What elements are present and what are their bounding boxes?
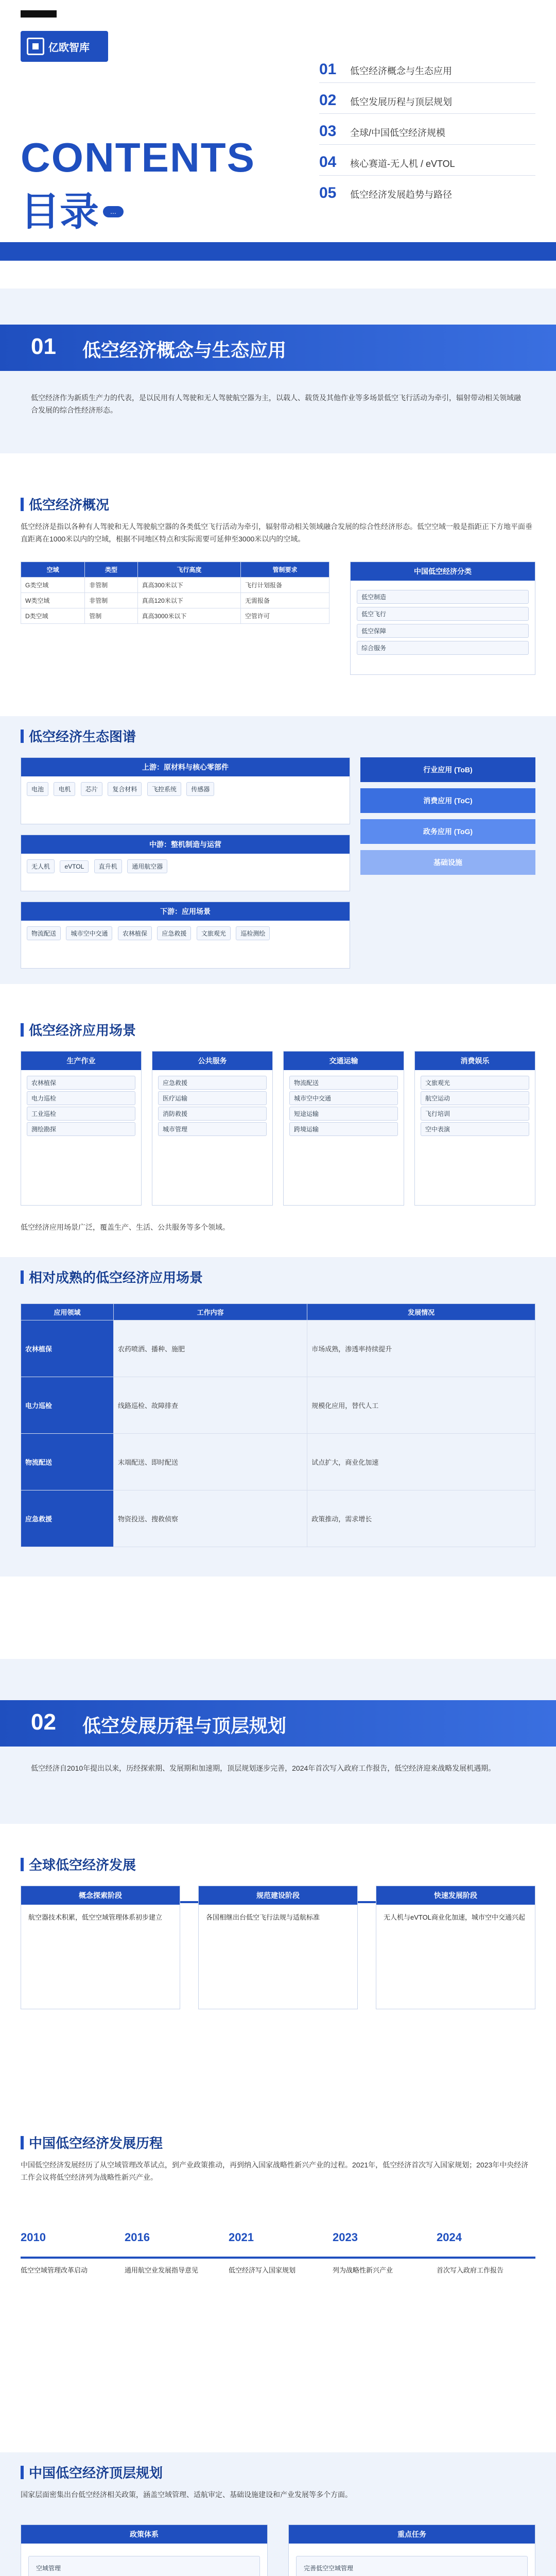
china-dev-text: 中国低空经济发展经历了从空域管理改革试点，到产业政策推动，再到纳入国家战略性新兴产业的过程。2021年，低空经济首次写入国家规划；2023年中央经济工作会议将低空经济列为战略性新兴产业。 — [21, 2161, 529, 2181]
side-item: 综合服务 — [357, 641, 529, 655]
toc-item-2[interactable]: 02 低空发展历程与顶层规划 — [319, 92, 452, 109]
contents-title: CONTENTS — [21, 134, 255, 180]
airspace-table — [21, 562, 329, 624]
section-02-title: 低空发展历程与顶层规划 — [82, 1715, 287, 1736]
planning-right-card: 重点任务 完善低空空域管理 — [288, 2524, 535, 2576]
section-02-number: 02 — [31, 1709, 56, 1735]
section-01-intro: 低空经济作为新质生产力的代表，是以民用有人驾驶和无人驾驶航空器为主，以载人、载货及其他作业等多场景低空飞行活动为牵引，辐射带动相关领域融合发展的综合性经济形态。 — [31, 394, 521, 414]
side-card-title: 中国低空经济分类 — [351, 562, 535, 581]
milestone: 2021 低空经济写入国家规划 — [229, 2231, 296, 2274]
scene-column: 公共服务 应急救援 医疗运输 消防救援 城市管理 — [152, 1051, 273, 1206]
table-row: D类空域 管制 真高3000米以下 空管许可 — [21, 608, 329, 624]
ecology-downstream: 下游：应用场景 物流配送 城市空中交通 农林植保 应急救援 文旅观光 巡检测绘 — [21, 902, 350, 969]
top-mark — [21, 10, 57, 18]
table-header: 飞行高度 — [137, 562, 240, 578]
ecology-upstream: 上游：原材料与核心零部件 电池 电机 芯片 复合材料 飞控系统 传感器 — [21, 757, 350, 824]
planning-text: 国家层面密集出台低空经济相关政策，涵盖空域管理、适航审定、基础设施建设和产业发展等多个方面。 — [21, 2490, 352, 2499]
global-phase: 概念探索阶段 航空器技术积累，低空空域管理体系初步建立 — [21, 1886, 180, 2009]
ecology-heading: 低空经济生态图谱 — [21, 726, 136, 745]
global-phase: 规范建设阶段 各国相继出台低空飞行法规与适航标准 — [198, 1886, 358, 2009]
mature-heading: 相对成熟的低空经济应用场景 — [21, 1267, 203, 1286]
milestone: 2010 低空空域管理改革启动 — [21, 2231, 88, 2274]
toc-item-3[interactable]: 03 全球/中国低空经济规模 — [319, 123, 445, 140]
scene-column: 消费娱乐 文旅观光 航空运动 飞行培训 空中表演 — [414, 1051, 535, 1206]
side-item: 低空保障 — [357, 624, 529, 638]
side-item: 低空飞行 — [357, 607, 529, 621]
global-phase: 快速发展阶段 无人机与eVTOL商业化加速，城市空中交通兴起 — [376, 1886, 535, 2009]
table-row: 物流配送 末端配送、即时配送 试点扩大，商业化加速 — [21, 1434, 535, 1490]
scene-column: 交通运输 物流配送 城市空中交通 短途运输 跨境运输 — [283, 1051, 404, 1206]
contents-cn: 目录 — [21, 190, 99, 234]
brand-logo — [21, 31, 108, 62]
toc-divider — [319, 175, 535, 176]
table-row: 农林植保 农药喷洒、播种、施肥 市场成熟，渗透率持续提升 — [21, 1320, 535, 1377]
table-row: W类空域 非管制 真高120米以下 无需报备 — [21, 593, 329, 608]
toc-divider — [319, 144, 535, 145]
scenes-heading: 低空经济应用场景 — [21, 1020, 136, 1039]
scenes-footer: 低空经济应用场景广泛，覆盖生产、生活、公共服务等多个领域。 — [21, 1223, 230, 1231]
table-row: 应急救援 物资投送、搜救侦察 政策推动，需求增长 — [21, 1490, 535, 1547]
ecology-midstream: 中游：整机制造与运营 无人机 eVTOL 直升机 通用航空器 — [21, 835, 350, 891]
table-header: 空域 — [21, 562, 85, 578]
china-dev-heading: 中国低空经济发展历程 — [21, 2133, 163, 2152]
table-header: 类型 — [85, 562, 137, 578]
overview-heading: 低空经济概况 — [21, 495, 109, 514]
toc-item-5[interactable]: 05 低空经济发展趋势与路径 — [319, 184, 452, 201]
milestone: 2024 首次写入政府工作报告 — [437, 2231, 504, 2274]
cover-divider-band — [0, 242, 556, 261]
toc-item-4[interactable]: 04 核心赛道-无人机 / eVTOL — [319, 154, 455, 171]
section-01-band — [0, 289, 556, 453]
brand-name: 亿欧智库 — [48, 42, 90, 54]
planning-heading: 中国低空经济顶层规划 — [21, 2463, 163, 2482]
mature-table: 应用领域 工作内容 发展情况 农林植保 农药喷洒、播种、施肥 市场成熟，渗透率持续提升 电力巡检 线路巡检、故障排查 规模化应用，替代人工 物流配送 末端配送、即时配送 试点扩大，商业化加速 应急救援 物资投送、搜救侦察 政策推动，需求增长 — [21, 1303, 535, 1547]
milestone: 2023 列为战略性新兴产业 — [333, 2231, 393, 2274]
section-01-number: 01 — [31, 334, 56, 359]
contents-dot: ... — [103, 206, 124, 217]
table-row: 电力巡检 线路巡检、故障排查 规模化应用，替代人工 — [21, 1377, 535, 1434]
overview-text: 低空经济是指以各种有人驾驶和无人驾驶航空器的各类低空飞行活动为牵引，辐射带动相关领域融合发展的综合性经济形态。低空空域一般是指距正下方地平面垂直距离在1000米以内的空域，根据不同地区特点和实际需要可延伸至3000米以内的空域。 — [21, 522, 532, 543]
global-heading: 全球低空经济发展 — [21, 1855, 136, 1874]
table-row: G类空域 非管制 真高300米以下 飞行计划报备 — [21, 578, 329, 593]
scene-column: 生产作业 农林植保 电力巡检 工业巡检 测绘勘探 — [21, 1051, 142, 1206]
overview-side-card — [350, 562, 535, 675]
table-header: 管制要求 — [241, 562, 329, 578]
milestone: 2016 通用航空业发展指导意见 — [125, 2231, 199, 2274]
ecology-right-blocks: 行业应用 (ToB) 消费应用 (ToC) 政务应用 (ToG) 基础设施 — [360, 757, 535, 875]
side-item: 低空制造 — [357, 590, 529, 604]
toc-divider — [319, 82, 535, 83]
section-01-title: 低空经济概念与生态应用 — [82, 340, 287, 361]
toc-divider — [319, 113, 535, 114]
section-02-intro: 低空经济自2010年提出以来，历经探索期、发展期和加速期，顶层规划逐步完善，2024年首次写入政府工作报告，低空经济迎来战略发展机遇期。 — [31, 1764, 496, 1772]
brand-mark-icon — [27, 38, 44, 55]
toc-item-1[interactable]: 01 低空经济概念与生态应用 — [319, 61, 452, 78]
planning-left-card: 政策体系 空域管理 — [21, 2524, 268, 2576]
